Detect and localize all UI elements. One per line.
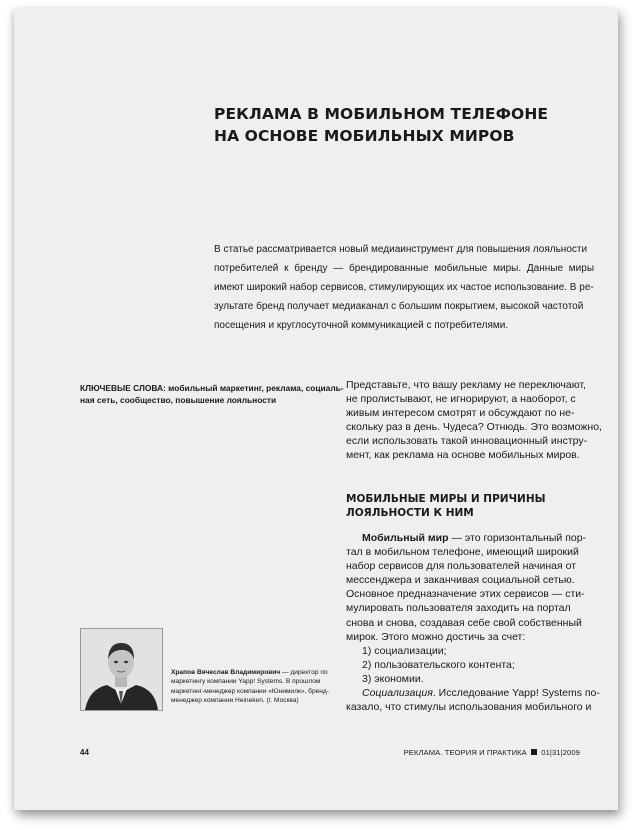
journal-page <box>14 8 618 810</box>
keywords-line <box>80 383 344 395</box>
section-heading <box>346 492 592 520</box>
body-line: мулировать пользователя заходить на портал <box>346 602 571 615</box>
body-line: казало, что стимулы использования мобильного и <box>346 701 592 714</box>
abstract-line: зультате бренд получает медиаканал с большим покрытием, высокой частотой <box>214 301 584 312</box>
page-number: 44 <box>80 748 89 757</box>
body-paragraph <box>346 531 600 714</box>
heading-line: МОБИЛЬНЫЕ МИРЫ И ПРИЧИНЫ <box>346 493 546 505</box>
keywords-label: КЛЮЧЕВЫЕ СЛОВА: <box>80 383 166 393</box>
intro-line: не пролистывают, не игнорируют, а наоборот, с <box>346 393 576 406</box>
abstract-line: имеют широкий набор сервисов, стимулирующих их частое использование. В ре- <box>214 282 594 293</box>
keywords-block <box>80 383 344 406</box>
list-item: 3) экономии. <box>362 672 424 685</box>
heading-line: ЛОЯЛЬНОСТИ К НИМ <box>346 507 474 519</box>
intro-line: мент, как реклама на основе мобильных миров. <box>346 449 580 462</box>
body-text: — это горизонтальный пор- <box>448 532 587 544</box>
abstract-line: В статье рассматривается новый медиаинструмент для повышения лояльности <box>214 244 588 255</box>
intro-line: живым интересом смотрят и обсуждают по не- <box>346 407 575 420</box>
article-title <box>214 103 574 147</box>
keywords-text: мобильный маркетинг, реклама, социаль- <box>165 383 344 393</box>
author-portrait-image <box>81 629 162 710</box>
square-icon <box>531 749 537 755</box>
caption-text: — директор по <box>280 669 328 676</box>
body-line: снова и снова, создавая себе свой собственный <box>346 616 582 629</box>
body-line: мирок. Этого можно достичь за счет: <box>346 630 526 643</box>
caption-line: маркетингу компании Yapp! Systems. В прошлом <box>171 678 321 686</box>
author-name: Храпов Вячеслав Владимирович <box>171 669 281 676</box>
term-bold: Мобильный мир <box>362 532 449 544</box>
author-caption <box>171 668 329 706</box>
body-line <box>346 686 600 700</box>
journal-footer <box>404 748 580 757</box>
body-line: мессенджера и заканчивая социальной сетью. <box>346 574 575 587</box>
intro-line: если использовать такой инновационный инстру- <box>346 435 588 448</box>
intro-paragraph <box>346 378 602 463</box>
body-first-line <box>346 531 592 545</box>
keywords-line: ная сеть, сообщество, повышение лояльности <box>80 394 277 405</box>
abstract-line: потребителей к бренду — брендированные мобильные миры. Данные миры <box>214 263 595 274</box>
title-line: РЕКЛАМА В МОБИЛЬНОМ ТЕЛЕФОНЕ <box>214 105 549 123</box>
caption-line <box>171 668 328 677</box>
journal-name: РЕКЛАМА. ТЕОРИЯ И ПРАКТИКА <box>403 748 527 757</box>
body-line: набор сервисов для пользователей начиная от <box>346 560 577 573</box>
body-line: Основное предназначение этих сервисов — сти- <box>346 588 585 601</box>
list-item: 1) социализации; <box>362 644 447 657</box>
caption-line: менеджер компании Heineken. (г. Москва) <box>171 697 299 705</box>
caption-line: маркетинг-менеджер компании «Юнимилк», бренд- <box>171 687 329 695</box>
title-line: НА ОСНОВЕ МОБИЛЬНЫХ МИРОВ <box>214 127 515 145</box>
body-text: . Исследование Yapp! Systems по- <box>432 687 600 700</box>
author-photo <box>80 628 163 711</box>
list-item: 2) пользовательского контента; <box>362 658 515 671</box>
abstract-line: посещения и круглосуточной коммуникацией с потребителями. <box>214 320 509 331</box>
intro-line: Представьте, что вашу рекламу не переключают, <box>346 379 586 391</box>
intro-line: скольку раз в день. Чудеса? Отнюдь. Это возможно, <box>346 421 602 434</box>
body-line: тал в мобильном телефоне, имеющий широкий <box>346 546 579 559</box>
term-italic: Социализация <box>362 687 433 700</box>
article-abstract <box>214 240 595 335</box>
issue-number: 01|31|2009 <box>541 748 580 757</box>
